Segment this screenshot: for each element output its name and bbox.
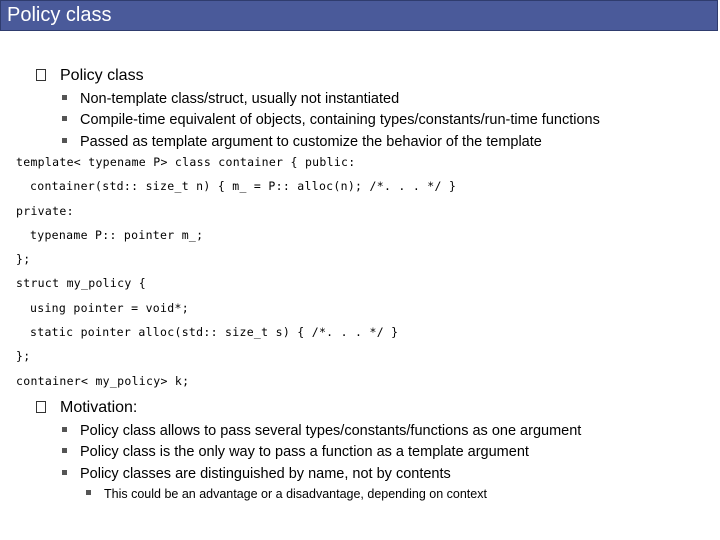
code-line: using pointer = void*; (30, 301, 189, 315)
slide-title: Policy class (7, 4, 112, 26)
section-heading-policy-class (36, 67, 144, 85)
list-item (62, 134, 542, 150)
code-line: private: (16, 204, 74, 218)
sub-list-item-text: This could be an advantage or a disadvantage, depending on context (104, 487, 487, 501)
square-bullet-icon (62, 116, 67, 121)
square-bullet-icon (62, 470, 67, 475)
square-bullet-icon (62, 448, 67, 453)
code-line: struct my_policy { (16, 276, 147, 290)
code-line: }; (16, 349, 31, 363)
list-item (62, 91, 399, 107)
code-line: container< my_policy> k; (16, 374, 190, 388)
code-line: static pointer alloc(std:: size_t s) { /*. . . */ } (30, 325, 399, 339)
square-bullet-icon (62, 95, 67, 100)
list-item (62, 466, 451, 482)
sub-list-item (86, 487, 487, 501)
checkbox-bullet-icon (36, 69, 46, 81)
checkbox-bullet-icon (36, 401, 46, 413)
list-item-text: Passed as template argument to customize the behavior of the template (80, 134, 542, 150)
code-line: typename P:: pointer m_; (30, 228, 204, 242)
list-item-text: Policy class is the only way to pass a function as a template argument (80, 444, 529, 460)
section-heading-text: Policy class (60, 67, 144, 84)
section-heading-motivation (36, 399, 137, 417)
square-bullet-icon (86, 490, 91, 495)
list-item (62, 423, 581, 439)
square-bullet-icon (62, 427, 67, 432)
section-heading-text: Motivation: (60, 399, 138, 416)
list-item-text: Policy class allows to pass several types/constants/functions as one argument (80, 423, 582, 439)
square-bullet-icon (62, 138, 67, 143)
list-item (62, 444, 529, 460)
list-item-text: Policy classes are distinguished by name, not by contents (80, 466, 451, 482)
code-line: container(std:: size_t n) { m_ = P:: alloc(n); /*. . . */ } (30, 179, 457, 193)
slide-title-bar (0, 0, 718, 31)
list-item-text: Compile-time equivalent of objects, containing types/constants/run-time functions (80, 112, 600, 128)
list-item (62, 112, 600, 128)
code-line: }; (16, 252, 31, 266)
list-item-text: Non-template class/struct, usually not instantiated (80, 91, 400, 107)
code-line: template< typename P> class container { public: (16, 155, 356, 169)
